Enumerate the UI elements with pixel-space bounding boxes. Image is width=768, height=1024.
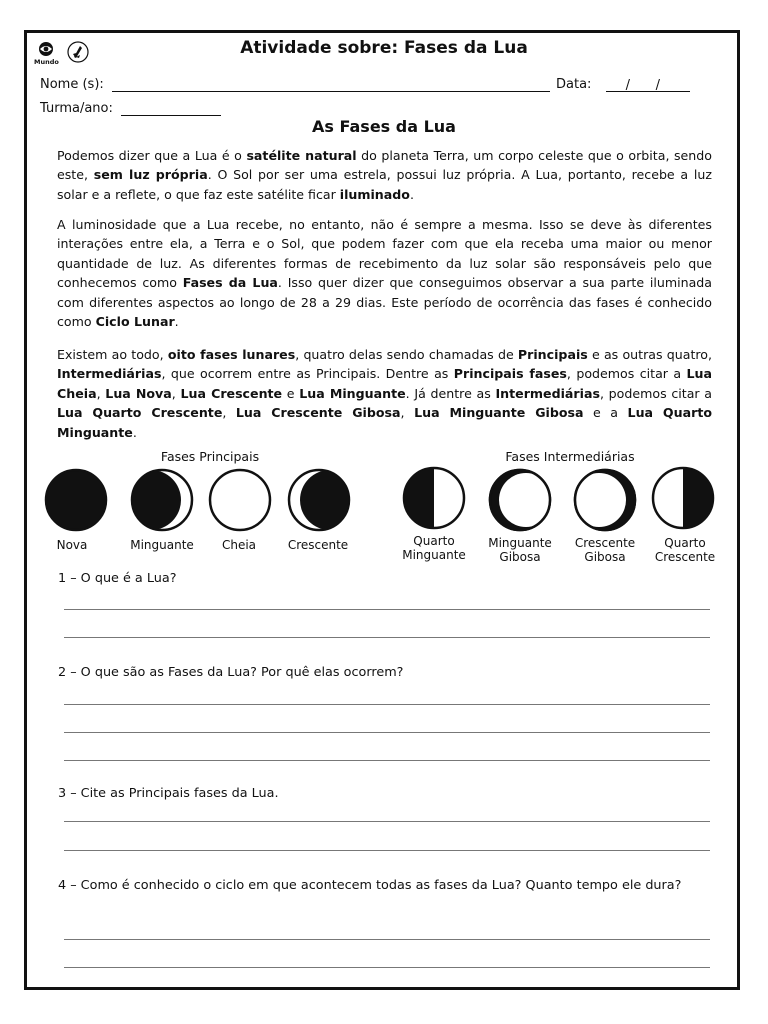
waxing-gibbous-icon — [572, 470, 635, 530]
text-segment: . — [132, 424, 137, 440]
answer-line[interactable] — [64, 704, 710, 705]
answer-line[interactable] — [64, 609, 710, 610]
answer-line[interactable] — [64, 821, 710, 822]
waning-moon-icon — [121, 470, 192, 530]
text-segment: , — [96, 385, 106, 401]
answer-line[interactable] — [64, 732, 710, 733]
bold-term: Principais — [517, 347, 588, 362]
moon-label: Quarto Minguante — [402, 534, 466, 562]
text-segment: . — [409, 186, 414, 202]
answer-line[interactable] — [64, 637, 710, 638]
text-segment: Podemos dizer que a Lua é o — [57, 148, 247, 163]
waxing-moon-icon — [289, 470, 360, 530]
worksheet-title: Atividade sobre: Fases da Lua — [240, 38, 528, 58]
bold-term: Lua Crescente — [180, 385, 283, 401]
text-segment: , — [400, 405, 415, 421]
moon-label: Cheia — [221, 538, 257, 552]
date-separator: / — [625, 78, 630, 93]
article-title: As Fases da Lua — [312, 117, 456, 136]
question-3: 3 – Cite as Principais fases da Lua. — [58, 786, 279, 801]
text-segment: , que ocorrem entre as Principais. Dentre as — [161, 366, 454, 382]
answer-line[interactable] — [64, 850, 710, 851]
text-segment: A luminosidade que a Lua recebe, no entanto, não é sempre a mesma. Isso se deve às diferentes interações entre ela, a Terra e o Sol, que podem fazer com que ela receba uma maior ou menor quantidade de luz. As diferentes formas de recebimento da luz solar são responsáveis pelo que conhecemos como — [57, 217, 712, 291]
text-segment: , — [171, 385, 181, 401]
bold-term: Lua Crescente Gibosa — [235, 405, 401, 421]
bold-term: sem luz própria — [93, 167, 208, 183]
intermediate-phases-label: Fases Intermediárias — [505, 449, 635, 464]
bold-term: Ciclo Lunar — [95, 314, 175, 330]
moon-label: Minguante Gibosa — [488, 536, 552, 564]
moon-label: Crescente — [287, 538, 349, 552]
text-segment: e as outras quatro, — [587, 347, 712, 362]
bold-term: Fases da Lua — [182, 275, 278, 291]
principal-phases-label: Fases Principais — [160, 449, 260, 464]
bold-term: Principais fases — [453, 366, 567, 382]
name-label: Nome (s): — [40, 77, 104, 92]
bold-term: Lua Quarto Minguante — [57, 405, 712, 440]
bold-term: Lua Nova — [105, 385, 172, 401]
bold-term: Intermediárias — [495, 385, 600, 401]
text-segment: e a — [583, 405, 628, 421]
question-4: 4 – Como é conhecido o ciclo em que acontecem todas as fases da Lua? Quanto tempo ele dura? — [58, 878, 682, 893]
text-segment: . O Sol por ser uma estrela, possui luz própria. A Lua, portanto, recebe a luz solar e a reflete, o que faz este satélite ficar — [57, 167, 712, 202]
text-segment: do planeta Terra, um corpo celeste que o orbita, sendo este, — [57, 148, 712, 183]
bold-term: Lua Minguante Gibosa — [414, 405, 584, 421]
text-segment: e — [282, 385, 300, 401]
date-separator: / — [655, 78, 660, 93]
date-label: Data: — [556, 77, 592, 92]
question-2: 2 – O que são as Fases da Lua? Por quê elas ocorrem? — [58, 665, 404, 680]
answer-line[interactable] — [64, 939, 710, 940]
moon-label: Crescente Gibosa — [574, 536, 636, 564]
question-1: 1 – O que é a Lua? — [58, 571, 177, 586]
full-moon-icon — [210, 470, 270, 530]
bold-term: Lua Minguante — [299, 385, 406, 401]
text-segment: , podemos citar a — [599, 385, 713, 401]
bold-term: oito fases lunares — [167, 347, 296, 362]
moon-label: Quarto Crescente — [654, 536, 716, 564]
answer-line[interactable] — [64, 760, 710, 761]
bold-term: Lua Quarto Crescente — [57, 405, 223, 421]
new-moon-icon — [46, 470, 106, 530]
text-segment: , podemos citar a — [566, 366, 687, 382]
bold-term: iluminado — [339, 186, 410, 202]
text-segment: . Isso quer dizer que conseguimos observar a sua parte iluminada com diferentes aspectos ao longo de 28 a 29 dias. Este período de ocorrência das fases é conhecido como — [57, 275, 713, 330]
bold-term: Lua Cheia — [57, 366, 713, 401]
last-quarter-icon — [404, 468, 464, 528]
moon-label: Nova — [56, 538, 88, 552]
class-label: Turma/ano: — [40, 101, 113, 116]
moon-label: Minguante — [130, 538, 194, 552]
logo-text: Mundo — [34, 58, 59, 66]
text-segment: , quatro delas sendo chamadas de — [295, 347, 518, 362]
first-quarter-icon — [653, 468, 713, 528]
text-segment: . — [174, 314, 179, 330]
text-segment: Existem ao todo, — [57, 347, 168, 362]
waning-gibbous-icon — [490, 470, 553, 530]
answer-line[interactable] — [64, 967, 710, 968]
text-segment: , — [222, 405, 236, 421]
text-segment: . Já dentre as — [405, 385, 496, 401]
bold-term: satélite natural — [246, 148, 357, 163]
bold-term: Intermediárias — [57, 366, 162, 382]
